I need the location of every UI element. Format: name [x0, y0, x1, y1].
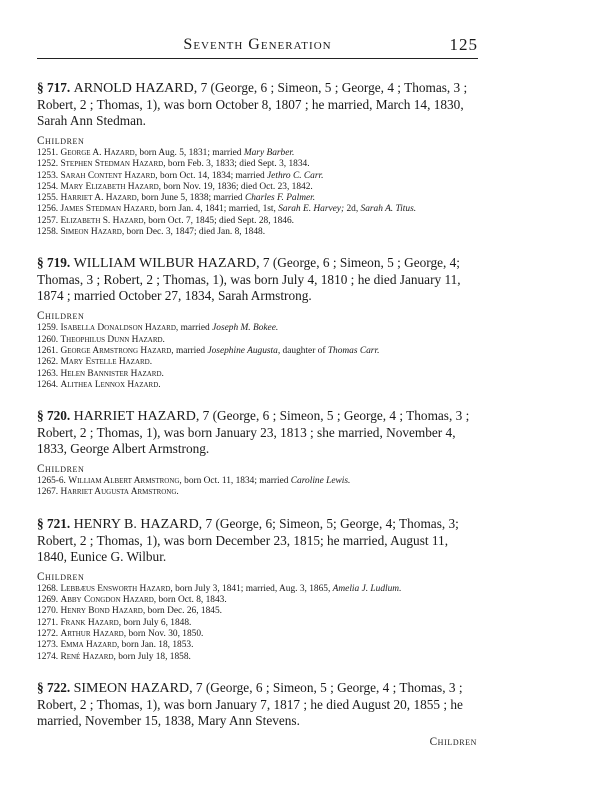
child-detail: born July 3, 1841; married, Aug. 3, 1865, — [172, 583, 333, 594]
child-detail: born Dec. 26, 1845. — [145, 606, 223, 617]
child-detail: born Aug. 5, 1831; married — [137, 148, 244, 158]
child-record — [37, 606, 477, 617]
spouse-name-second: Sarah A. Titus. — [360, 204, 417, 215]
child-name: Helen Bannister Hazard. — [60, 368, 164, 379]
entry-text: 7 (George, 6 ; Simeon, 5 ; George, 4; Thomas, 3 ; Robert, 2 ; Thomas, 1), was born July 4, 1810 ; he died January 11, 1874 ; married October 27, 1834, Sarah Armstrong. — [37, 255, 461, 304]
child-record — [37, 216, 477, 227]
child-number: 1270. — [37, 606, 59, 617]
child-number: 1262. — [37, 357, 59, 368]
child-detail: born Oct. 14, 1834; married — [157, 170, 268, 181]
entry-heading — [37, 255, 477, 304]
child-record — [37, 171, 477, 182]
child-record — [37, 595, 477, 606]
child-name: Mary Elizabeth Hazard, — [60, 181, 162, 192]
child-name: Emma Hazard, — [60, 640, 120, 651]
children-label: Children — [37, 135, 85, 147]
child-detail: married — [178, 323, 213, 334]
spouse-name: Caroline Lewis. — [290, 476, 351, 487]
child-name: Mary Estelle Hazard. — [60, 357, 153, 368]
child-name: Harriet Augusta Armstrong. — [60, 487, 179, 498]
section-number: § 722. — [37, 679, 71, 695]
section-number: § 717. — [37, 80, 71, 95]
child-name: Isabella Donaldson Hazard, — [60, 323, 179, 334]
child-record — [37, 640, 477, 651]
child-number: 1265-6. — [37, 476, 66, 487]
child-detail: married — [173, 345, 208, 356]
entry-heading — [37, 408, 477, 457]
child-name: Stephen Stedman Hazard, — [60, 159, 166, 170]
family-entry — [37, 408, 477, 499]
child-detail-extra: daughter of — [280, 345, 328, 356]
continued-children-label: Children — [429, 735, 477, 748]
child-number: 1255. — [37, 193, 59, 204]
family-entry — [37, 80, 477, 238]
section-number: § 719. — [37, 255, 71, 271]
child-record — [37, 346, 477, 357]
entry-heading — [37, 80, 477, 129]
child-number: 1261. — [37, 345, 59, 356]
child-name: Harriet A. Hazard, — [60, 193, 139, 204]
child-record — [37, 584, 477, 595]
child-name: Henry Bond Hazard, — [60, 606, 146, 617]
child-name: William Albert Armstrong, — [68, 476, 182, 487]
child-record — [37, 159, 477, 170]
child-name: Lebbæus Ensworth Hazard, — [60, 583, 173, 594]
page-number: 125 — [449, 35, 478, 54]
child-record — [37, 323, 477, 334]
section-number: § 721. — [37, 515, 71, 531]
child-number: 1257. — [37, 215, 59, 226]
child-record — [37, 476, 477, 487]
child-number: 1272. — [37, 628, 59, 639]
children-label: Children — [37, 310, 85, 323]
genealogy-entries — [37, 64, 477, 749]
child-detail: born June 5, 1838; married — [139, 193, 245, 204]
child-number: 1259. — [37, 323, 59, 334]
entry-text: 7 (George, 6; Simeon, 5; George, 4; Thomas, 3; Robert, 2 ; Thomas, 1), was born December 23, 1815; he married, August 11, 1840, Eunice G. Wilbur. — [37, 515, 459, 564]
child-detail-extra: 2d, — [344, 204, 361, 215]
child-detail: born Nov. 30, 1850. — [126, 628, 204, 639]
child-record — [37, 618, 477, 629]
spouse-name: Jethro C. Carr. — [267, 170, 324, 181]
child-number: 1258. — [37, 227, 59, 238]
child-number: 1260. — [37, 334, 59, 345]
family-entry — [37, 680, 477, 729]
child-number: 1253. — [37, 170, 59, 181]
children-label: Children — [37, 463, 85, 476]
child-name: Alithea Lennox Hazard. — [60, 379, 161, 390]
child-record — [37, 487, 477, 498]
child-record — [37, 369, 477, 380]
spouse-name: Joseph M. Bokee. — [212, 323, 279, 334]
child-record — [37, 335, 477, 346]
child-detail: born Jan. 4, 1841; married, 1st, — [156, 204, 279, 215]
child-detail: born Oct. 7, 1845; died Sept. 28, 1846. — [145, 215, 295, 226]
child-detail: born July 6, 1848. — [121, 617, 192, 628]
spouse-name: Amelia J. Ludlum. — [332, 583, 402, 594]
child-record — [37, 629, 477, 640]
child-record — [37, 204, 477, 215]
person-name: HARRIET HAZARD, — [73, 409, 200, 425]
child-name: James Stedman Hazard, — [60, 204, 157, 215]
family-entry — [37, 255, 477, 391]
child-name: Simeon Hazard, — [60, 227, 125, 238]
child-number: 1251. — [37, 148, 59, 158]
child-record — [37, 182, 477, 193]
person-name: WILLIAM WILBUR HAZARD, — [73, 256, 260, 272]
child-number: 1264. — [37, 379, 59, 390]
child-detail: born Oct. 8, 1843. — [156, 595, 227, 606]
child-detail: born Oct. 11, 1834; married — [181, 476, 291, 487]
child-detail: born Jan. 18, 1853. — [119, 640, 194, 651]
child-number: 1269. — [37, 595, 59, 606]
child-record — [37, 652, 477, 663]
child-name: George A. Hazard, — [60, 148, 138, 158]
entry-text: 7 (George, 6 ; Simeon, 5 ; George, 4 ; Thomas, 3 ; Robert, 2 ; Thomas, 1), was born January 7, 1817 ; he died August 20, 1855 ; he married, November 15, 1838, Mary Ann Stevens. — [37, 679, 463, 728]
child-number: 1252. — [37, 159, 59, 170]
child-detail: born July 18, 1858. — [115, 651, 191, 662]
spouse-name: Josephine Augusta, — [207, 345, 281, 356]
running-header — [37, 34, 478, 59]
child-detail: born Feb. 3, 1833; died Sept. 3, 1834. — [165, 159, 310, 170]
person-name: HENRY B. HAZARD, — [73, 516, 203, 532]
child-record — [37, 227, 477, 238]
child-name: Abby Congdon Hazard, — [60, 595, 157, 606]
child-name: Sarah Content Hazard, — [60, 170, 158, 181]
child-name: Frank Hazard, — [60, 617, 122, 628]
child-record — [37, 148, 477, 159]
entry-heading — [37, 516, 477, 565]
child-number: 1256. — [37, 204, 59, 215]
child-name: Arthur Hazard, — [60, 628, 127, 639]
family-entry — [37, 516, 477, 663]
child-detail: born Dec. 3, 1847; died Jan. 8, 1848. — [124, 227, 266, 238]
spouse-name-second: Thomas Carr. — [327, 345, 380, 356]
child-number: 1271. — [37, 617, 59, 628]
child-record — [37, 357, 477, 368]
entry-text: 7 (George, 6 ; Simeon, 5 ; George, 4 ; Thomas, 3 ; Robert, 2 ; Thomas, 1), was born January 23, 1813 ; she married, November 4, 1833, George Albert Armstrong. — [37, 408, 470, 457]
section-number: § 720. — [37, 408, 71, 424]
child-number: 1267. — [37, 487, 59, 498]
child-number: 1263. — [37, 368, 59, 379]
child-number: 1274. — [37, 651, 59, 662]
child-detail: born Nov. 19, 1836; died Oct. 23, 1842. — [161, 181, 313, 192]
person-name: ARNOLD HAZARD, — [73, 81, 198, 96]
children-label: Children — [37, 570, 85, 583]
child-number: 1254. — [37, 181, 59, 192]
child-number: 1273. — [37, 640, 59, 651]
entry-heading — [37, 680, 477, 729]
child-name: George Armstrong Hazard, — [60, 345, 174, 356]
generation-heading: Seventh Generation — [183, 36, 332, 53]
child-name: Elizabeth S. Hazard, — [60, 215, 146, 226]
entry-text: 7 (George, 6 ; Simeon, 5 ; George, 4 ; Thomas, 3 ; Robert, 2 ; Thomas, 1), was born October 8, 1807 ; he married, March 14, 1830, Sarah Ann Stedman. — [37, 80, 468, 128]
spouse-name: Mary Barber. — [243, 148, 295, 158]
spouse-name: Charles F. Palmer. — [244, 193, 316, 204]
child-name: Theophilus Dunn Hazard. — [60, 334, 165, 345]
child-number: 1268. — [37, 583, 59, 594]
child-record — [37, 380, 477, 391]
person-name: SIMEON HAZARD, — [73, 680, 193, 696]
child-record — [37, 193, 477, 204]
child-name: René Hazard, — [60, 651, 116, 662]
spouse-name: Sarah E. Harvey; — [278, 204, 345, 215]
